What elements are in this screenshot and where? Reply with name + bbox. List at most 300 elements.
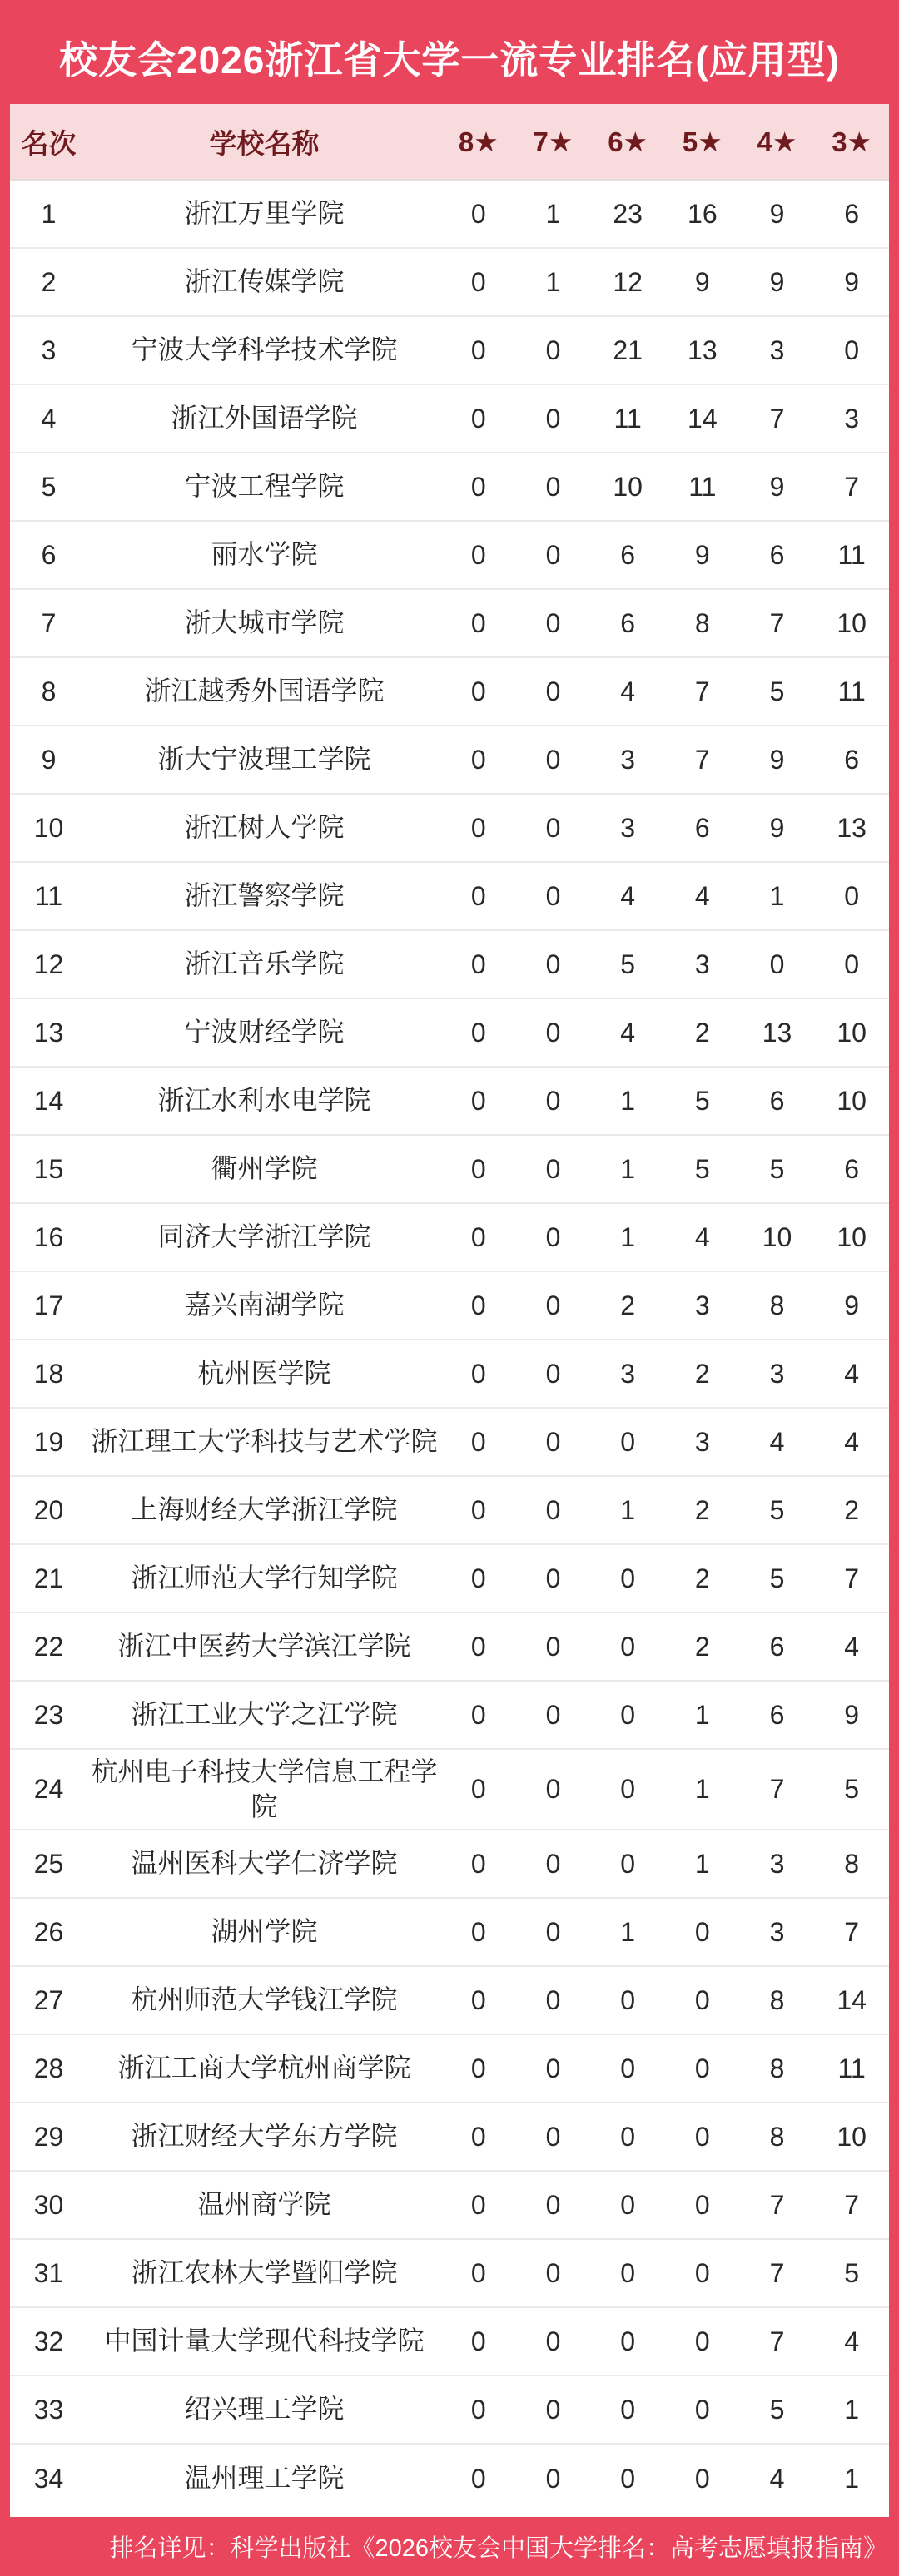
- rank-cell: 19: [33, 1426, 64, 1457]
- star-count-cell: 0: [620, 2463, 636, 2494]
- star-count-cell: 2: [694, 1563, 710, 1593]
- star-count-cell: 0: [620, 1984, 636, 2015]
- star-count-cell: 0: [470, 1221, 486, 1252]
- star-count-cell: 7: [769, 607, 785, 638]
- star-count-cell: 0: [545, 2121, 561, 2152]
- star-count-cell: 13: [762, 1017, 792, 1048]
- school-name-cell: 温州医科大学仁济学院: [131, 1848, 398, 1879]
- table-row: [10, 181, 889, 249]
- school-name-cell: 浙大城市学院: [184, 607, 345, 638]
- star-count-cell: 0: [620, 1774, 636, 1805]
- rank-cell: 34: [33, 2463, 64, 2494]
- table-row: [10, 1068, 889, 1136]
- school-name-cell: 浙江农林大学暨阳学院: [131, 2257, 398, 2288]
- school-name-cell: 宁波大学科学技术学院: [131, 334, 398, 365]
- rank-cell: 8: [41, 676, 57, 706]
- star-count-cell: 1: [620, 1085, 636, 1116]
- school-name-cell: 浙大宁波理工学院: [157, 744, 371, 775]
- star-count-cell: 6: [769, 1085, 785, 1116]
- star-count-cell: 0: [694, 2394, 710, 2425]
- star-count-cell: 0: [545, 1153, 561, 1184]
- school-name-cell: 丽水学院: [211, 539, 318, 570]
- star-count-cell: 16: [688, 198, 718, 229]
- col-header-6star: 6★: [608, 126, 648, 157]
- star-count-cell: 0: [620, 2326, 636, 2356]
- star-count-cell: 0: [470, 266, 486, 297]
- star-count-cell: 4: [844, 2326, 860, 2356]
- star-count-cell: 9: [844, 1699, 860, 1730]
- star-count-cell: 7: [844, 471, 860, 502]
- star-count-cell: 6: [620, 539, 636, 570]
- star-count-cell: 3: [769, 1358, 785, 1389]
- star-count-cell: 0: [694, 2326, 710, 2356]
- star-count-cell: 9: [694, 266, 710, 297]
- table-row: [10, 1340, 889, 1409]
- school-name-cell: 杭州医学院: [197, 1358, 331, 1389]
- star-count-cell: 1: [769, 880, 785, 911]
- star-count-cell: 8: [769, 2121, 785, 2152]
- star-count-cell: 14: [688, 403, 718, 433]
- ranking-table: [10, 104, 889, 2517]
- star-count-cell: 4: [844, 1358, 860, 1389]
- star-count-cell: 0: [545, 1494, 561, 1525]
- col-header-4star: 4★: [757, 126, 797, 157]
- rank-cell: 24: [33, 1774, 64, 1805]
- school-name-cell: 衢州学院: [211, 1153, 318, 1184]
- star-count-cell: 0: [694, 1984, 710, 2015]
- star-count-cell: 0: [470, 676, 486, 706]
- rank-cell: 21: [33, 1563, 64, 1593]
- star-count-cell: 2: [694, 1017, 710, 1048]
- col-header-school: 学校名称: [209, 127, 320, 159]
- star-count-cell: 0: [545, 1358, 561, 1389]
- star-count-cell: 0: [545, 1916, 561, 1947]
- star-count-cell: 11: [688, 471, 717, 502]
- table-row: [10, 2172, 889, 2240]
- col-header-rank: 名次: [21, 127, 77, 159]
- rank-cell: 27: [33, 1984, 64, 2015]
- table-row: [10, 1545, 889, 1613]
- school-name-cell: 嘉兴南湖学院: [184, 1290, 345, 1320]
- rank-cell: 30: [33, 2189, 64, 2220]
- star-count-cell: 9: [769, 198, 785, 229]
- star-count-cell: 7: [844, 1916, 860, 1947]
- star-count-cell: 0: [470, 2189, 486, 2220]
- star-count-cell: 0: [694, 2463, 710, 2494]
- star-count-cell: 10: [837, 1085, 867, 1116]
- star-count-cell: 0: [470, 2121, 486, 2152]
- table-row: [10, 1967, 889, 2035]
- star-count-cell: 0: [470, 1426, 486, 1457]
- star-count-cell: 0: [470, 812, 486, 843]
- star-count-cell: 7: [769, 2189, 785, 2220]
- star-count-cell: 5: [844, 2257, 860, 2288]
- star-count-cell: 2: [694, 1631, 710, 1662]
- star-count-cell: 1: [620, 1153, 636, 1184]
- school-name-cell: 浙江师范大学行知学院: [131, 1563, 398, 1593]
- star-count-cell: 0: [545, 1290, 561, 1320]
- star-count-cell: 9: [844, 1290, 860, 1320]
- star-count-cell: 3: [694, 949, 710, 979]
- star-count-cell: 7: [769, 2257, 785, 2288]
- school-name-cell: 浙江工业大学之江学院: [131, 1699, 398, 1730]
- star-count-cell: 4: [620, 880, 636, 911]
- rank-cell: 29: [33, 2121, 64, 2152]
- star-count-cell: 0: [620, 2394, 636, 2425]
- star-count-cell: 2: [620, 1290, 636, 1320]
- star-count-cell: 0: [545, 2053, 561, 2083]
- star-count-cell: 3: [844, 403, 860, 433]
- star-count-cell: 9: [844, 266, 860, 297]
- star-count-cell: 0: [545, 812, 561, 843]
- table-row: [10, 795, 889, 863]
- rank-cell: 22: [33, 1631, 64, 1662]
- star-count-cell: 5: [769, 1494, 785, 1525]
- rank-cell: 14: [33, 1085, 64, 1116]
- table-row: [10, 249, 889, 317]
- star-count-cell: 0: [470, 2326, 486, 2356]
- star-count-cell: 1: [844, 2394, 860, 2425]
- star-count-cell: 8: [694, 607, 710, 638]
- star-count-cell: 0: [844, 880, 860, 911]
- star-count-cell: 0: [470, 1085, 486, 1116]
- star-count-cell: 0: [470, 744, 486, 775]
- star-count-cell: 3: [620, 812, 636, 843]
- table-row: [10, 999, 889, 1068]
- star-count-cell: 0: [470, 1017, 486, 1048]
- col-header-5star: 5★: [682, 126, 723, 157]
- star-count-cell: 8: [844, 1848, 860, 1879]
- star-count-cell: 1: [694, 1848, 710, 1879]
- star-count-cell: 7: [694, 744, 710, 775]
- star-count-cell: 0: [545, 2326, 561, 2356]
- star-count-cell: 5: [769, 2394, 785, 2425]
- rank-cell: 31: [33, 2257, 64, 2288]
- star-count-cell: 4: [694, 1221, 710, 1252]
- star-count-cell: 0: [694, 1916, 710, 1947]
- star-count-cell: 8: [769, 1290, 785, 1320]
- table-row: [10, 453, 889, 522]
- school-name-cell: 浙江财经大学东方学院: [131, 2121, 398, 2152]
- star-count-cell: 6: [844, 744, 860, 775]
- star-count-cell: 4: [769, 1426, 785, 1457]
- star-count-cell: 0: [470, 880, 486, 911]
- star-count-cell: 3: [769, 334, 785, 365]
- table-row: [10, 931, 889, 999]
- star-count-cell: 5: [769, 676, 785, 706]
- table-row: [10, 1613, 889, 1682]
- table-row: [10, 658, 889, 726]
- star-count-cell: 0: [694, 2121, 710, 2152]
- rank-cell: 20: [33, 1494, 64, 1525]
- table-row: [10, 590, 889, 658]
- star-count-cell: 0: [470, 1290, 486, 1320]
- star-count-cell: 0: [620, 1563, 636, 1593]
- school-name-cell: 宁波财经学院: [184, 1017, 345, 1048]
- rank-cell: 5: [41, 471, 57, 502]
- star-count-cell: 4: [694, 880, 710, 911]
- star-count-cell: 0: [470, 2394, 486, 2425]
- star-count-cell: 0: [620, 2189, 636, 2220]
- star-count-cell: 23: [613, 198, 643, 229]
- star-count-cell: 6: [620, 607, 636, 638]
- school-name-cell: 浙江万里学院: [184, 198, 345, 229]
- star-count-cell: 3: [620, 744, 636, 775]
- star-count-cell: 7: [694, 676, 710, 706]
- table-row: [10, 1682, 889, 1750]
- star-count-cell: 2: [844, 1494, 860, 1525]
- star-count-cell: 5: [694, 1153, 710, 1184]
- star-count-cell: 0: [545, 744, 561, 775]
- table-row: [10, 1409, 889, 1477]
- star-count-cell: 0: [545, 676, 561, 706]
- school-name-cell: 上海财经大学浙江学院: [131, 1494, 398, 1525]
- star-count-cell: 6: [769, 1699, 785, 1730]
- star-count-cell: 14: [837, 1984, 867, 2015]
- school-name-cell: 温州商学院: [197, 2189, 331, 2220]
- table-row: [10, 863, 889, 931]
- star-count-cell: 0: [545, 1426, 561, 1457]
- star-count-cell: 0: [545, 471, 561, 502]
- star-count-cell: 10: [837, 1221, 867, 1252]
- rank-cell: 1: [41, 198, 57, 229]
- table-body: [10, 181, 889, 2513]
- footer-note: 排名详见：科学出版社《2026校友会中国大学排名：高考志愿填报指南》: [109, 2535, 887, 2562]
- school-name-cell: 湖州学院: [211, 1916, 318, 1947]
- star-count-cell: 0: [545, 949, 561, 979]
- table-row: [10, 1272, 889, 1340]
- star-count-cell: 0: [470, 1153, 486, 1184]
- table-row: [10, 385, 889, 453]
- star-count-cell: 0: [545, 1631, 561, 1662]
- star-count-cell: 0: [620, 2121, 636, 2152]
- star-count-cell: 5: [769, 1563, 785, 1593]
- star-count-cell: 0: [470, 1631, 486, 1662]
- star-count-cell: 0: [470, 1563, 486, 1593]
- star-count-cell: 1: [620, 1916, 636, 1947]
- star-count-cell: 11: [837, 539, 866, 570]
- star-count-cell: 0: [844, 949, 860, 979]
- table-row: [10, 317, 889, 385]
- star-count-cell: 0: [545, 2189, 561, 2220]
- star-count-cell: 0: [545, 1563, 561, 1593]
- school-name-cell: 同济大学浙江学院: [157, 1221, 371, 1252]
- table-row: [10, 2376, 889, 2445]
- school-name-cell: 浙江理工大学科技与艺术学院: [91, 1426, 438, 1457]
- star-count-cell: 1: [844, 2463, 860, 2494]
- star-count-cell: 0: [545, 1984, 561, 2015]
- star-count-cell: 0: [545, 607, 561, 638]
- school-name-cell: 浙江树人学院: [184, 812, 345, 843]
- star-count-cell: 5: [844, 1774, 860, 1805]
- rank-cell: 28: [33, 2053, 64, 2083]
- rank-cell: 23: [33, 1699, 64, 1730]
- star-count-cell: 0: [545, 2463, 561, 2494]
- table-row: [10, 2103, 889, 2172]
- star-count-cell: 5: [694, 1085, 710, 1116]
- school-name-cell: 中国计量大学现代科技学院: [104, 2326, 425, 2356]
- star-count-cell: 9: [769, 744, 785, 775]
- star-count-cell: 1: [620, 1221, 636, 1252]
- star-count-cell: 0: [769, 949, 785, 979]
- star-count-cell: 13: [837, 812, 867, 843]
- table-row: [10, 726, 889, 795]
- rank-cell: 32: [33, 2326, 64, 2356]
- rank-cell: 11: [34, 880, 63, 911]
- star-count-cell: 6: [694, 812, 710, 843]
- rank-cell: 26: [33, 1916, 64, 1947]
- star-count-cell: 8: [769, 1984, 785, 2015]
- star-count-cell: 0: [545, 880, 561, 911]
- star-count-cell: 9: [694, 539, 710, 570]
- star-count-cell: 0: [545, 2394, 561, 2425]
- rank-cell: 33: [33, 2394, 64, 2425]
- school-name-cell: 浙江外国语学院: [171, 403, 358, 433]
- star-count-cell: 0: [620, 1699, 636, 1730]
- school-name-cell: 温州理工学院: [184, 2463, 345, 2494]
- star-count-cell: 6: [844, 198, 860, 229]
- star-count-cell: 1: [694, 1699, 710, 1730]
- star-count-cell: 13: [688, 334, 718, 365]
- star-count-cell: 0: [470, 607, 486, 638]
- star-count-cell: 4: [620, 1017, 636, 1048]
- star-count-cell: 3: [769, 1848, 785, 1879]
- star-count-cell: 6: [844, 1153, 860, 1184]
- star-count-cell: 3: [694, 1290, 710, 1320]
- star-count-cell: 0: [470, 2257, 486, 2288]
- star-count-cell: 0: [470, 2463, 486, 2494]
- star-count-cell: 0: [545, 2257, 561, 2288]
- star-count-cell: 0: [470, 334, 486, 365]
- star-count-cell: 11: [613, 403, 642, 433]
- rank-cell: 12: [33, 949, 64, 979]
- star-count-cell: 10: [837, 2121, 867, 2152]
- star-count-cell: 0: [470, 1358, 486, 1389]
- star-count-cell: 9: [769, 471, 785, 502]
- star-count-cell: 0: [694, 2053, 710, 2083]
- rank-cell: 17: [33, 1290, 64, 1320]
- star-count-cell: 0: [694, 2257, 710, 2288]
- star-count-cell: 0: [470, 403, 486, 433]
- star-count-cell: 1: [620, 1494, 636, 1525]
- rank-cell: 15: [33, 1153, 64, 1184]
- table-row: [10, 1830, 889, 1899]
- star-count-cell: 0: [620, 1631, 636, 1662]
- star-count-cell: 0: [620, 2257, 636, 2288]
- star-count-cell: 0: [545, 1774, 561, 1805]
- star-count-cell: 0: [545, 1848, 561, 1879]
- table-row: [10, 2240, 889, 2308]
- star-count-cell: 0: [470, 949, 486, 979]
- rank-cell: 4: [41, 403, 57, 433]
- star-count-cell: 0: [470, 539, 486, 570]
- col-header-7star: 7★: [533, 126, 574, 157]
- star-count-cell: 4: [620, 676, 636, 706]
- rank-cell: 10: [33, 812, 64, 843]
- rank-cell: 25: [33, 1848, 64, 1879]
- star-count-cell: 10: [837, 607, 867, 638]
- star-count-cell: 4: [844, 1631, 860, 1662]
- star-count-cell: 7: [769, 1774, 785, 1805]
- star-count-cell: 0: [470, 198, 486, 229]
- school-name-cell: 浙江水利水电学院: [157, 1085, 371, 1116]
- star-count-cell: 0: [545, 539, 561, 570]
- star-count-cell: 0: [545, 1699, 561, 1730]
- star-count-cell: 7: [769, 2326, 785, 2356]
- star-count-cell: 8: [769, 2053, 785, 2083]
- table-row: [10, 1899, 889, 1967]
- rank-cell: 3: [41, 334, 57, 365]
- star-count-cell: 7: [844, 1563, 860, 1593]
- star-count-cell: 0: [694, 2189, 710, 2220]
- school-name-cell: 浙江传媒学院: [184, 266, 345, 297]
- star-count-cell: 11: [837, 2053, 866, 2083]
- star-count-cell: 11: [837, 676, 866, 706]
- star-count-cell: 0: [470, 471, 486, 502]
- star-count-cell: 10: [762, 1221, 792, 1252]
- star-count-cell: 6: [769, 1631, 785, 1662]
- star-count-cell: 0: [470, 1494, 486, 1525]
- star-count-cell: 9: [769, 266, 785, 297]
- rank-cell: 6: [41, 539, 57, 570]
- school-name-cell: 宁波工程学院: [184, 471, 345, 502]
- star-count-cell: 3: [694, 1426, 710, 1457]
- school-name-cell: 浙江中医药大学滨江学院: [117, 1631, 411, 1662]
- table-row: [10, 1477, 889, 1545]
- star-count-cell: 7: [844, 2189, 860, 2220]
- star-count-cell: 0: [620, 1848, 636, 1879]
- star-count-cell: 0: [470, 1699, 486, 1730]
- star-count-cell: 0: [844, 334, 860, 365]
- table-header-row: [10, 104, 889, 181]
- star-count-cell: 0: [470, 1984, 486, 2015]
- table-row: [10, 1136, 889, 1204]
- star-count-cell: 0: [545, 1017, 561, 1048]
- table-row: [10, 2308, 889, 2376]
- table-row: [10, 522, 889, 590]
- star-count-cell: 0: [545, 334, 561, 365]
- star-count-cell: 21: [613, 334, 643, 365]
- star-count-cell: 9: [769, 812, 785, 843]
- star-count-cell: 1: [694, 1774, 710, 1805]
- rank-cell: 13: [33, 1017, 64, 1048]
- school-name-cell: 浙江音乐学院: [184, 949, 345, 979]
- star-count-cell: 6: [769, 539, 785, 570]
- school-name-cell: 绍兴理工学院: [184, 2394, 345, 2425]
- school-name-cell: 浙江越秀外国语学院: [144, 676, 385, 706]
- star-count-cell: 12: [613, 266, 643, 297]
- star-count-cell: 7: [769, 403, 785, 433]
- rank-cell: 16: [33, 1221, 64, 1252]
- star-count-cell: 0: [620, 2053, 636, 2083]
- star-count-cell: 2: [694, 1358, 710, 1389]
- star-count-cell: 0: [545, 403, 561, 433]
- star-count-cell: 1: [545, 266, 561, 297]
- star-count-cell: 3: [769, 1916, 785, 1947]
- star-count-cell: 0: [470, 1916, 486, 1947]
- table-row: [10, 2035, 889, 2103]
- star-count-cell: 0: [470, 1774, 486, 1805]
- star-count-cell: 0: [545, 1221, 561, 1252]
- school-name-cell: 浙江工商大学杭州商学院: [117, 2053, 411, 2083]
- star-count-cell: 5: [769, 1153, 785, 1184]
- school-name-cell: 杭州电子科技大学信息工程学院: [91, 1756, 438, 1821]
- star-count-cell: 5: [620, 949, 636, 979]
- star-count-cell: 10: [837, 1017, 867, 1048]
- rank-cell: 7: [41, 607, 57, 638]
- rank-cell: 9: [41, 744, 57, 775]
- school-name-cell: 杭州师范大学钱江学院: [131, 1984, 398, 2015]
